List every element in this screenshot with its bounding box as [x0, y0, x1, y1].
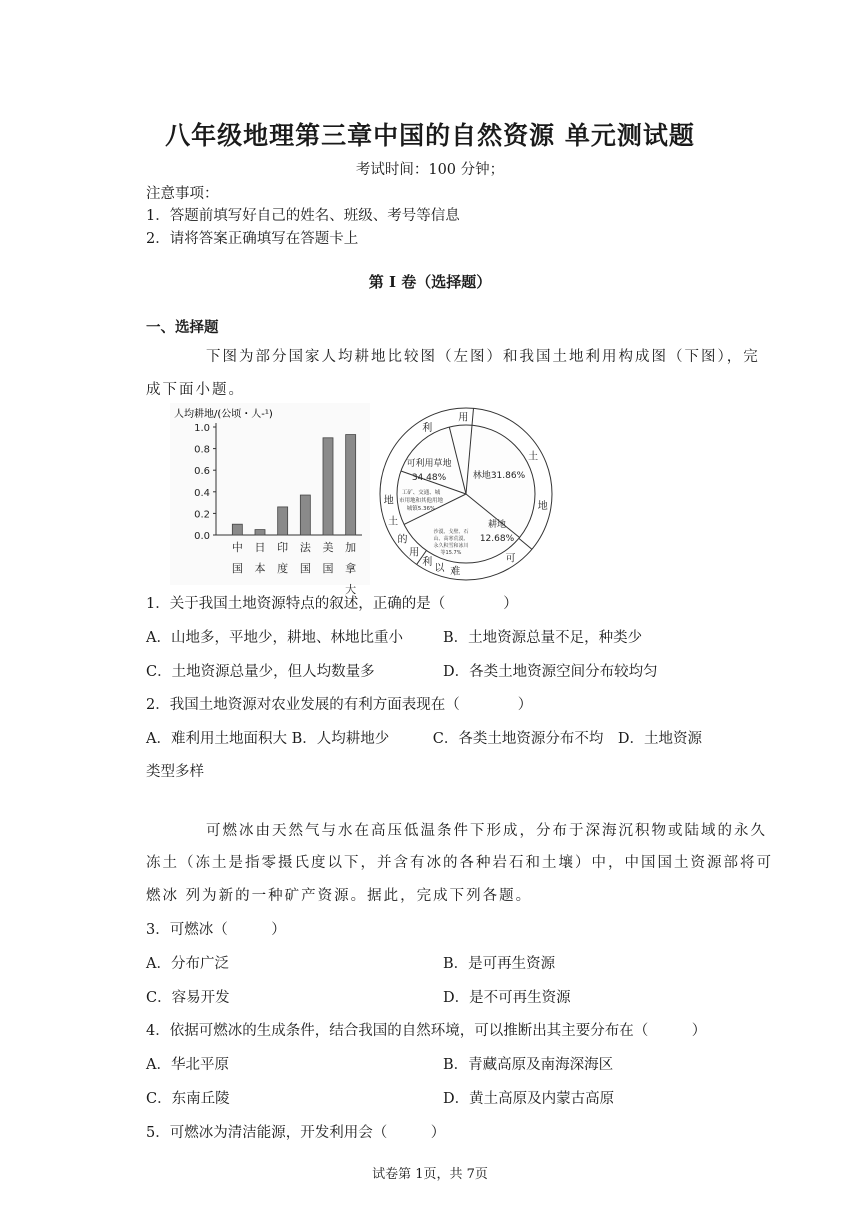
q3-option-a: A．分布广泛	[146, 956, 229, 972]
y-tick-label: 0.6	[194, 466, 210, 478]
ring-label-char: 利	[422, 422, 433, 434]
question-2-stem: 2．我国土地资源对农业发展的有利方面表现在（ ）	[146, 697, 533, 713]
pie-chart	[373, 403, 559, 585]
small-label-desert: 等15.7%	[440, 550, 462, 556]
bar-日本	[255, 530, 265, 535]
x-tick-label: 本	[254, 562, 266, 575]
notice-heading: 注意事项：	[146, 186, 219, 202]
ring-label-char: 用	[458, 412, 469, 424]
slice-value-farmland: 12.68%	[479, 534, 515, 544]
volume-title: 第 I 卷（选择题）	[368, 273, 492, 291]
question-5-stem: 5．可燃冰为清洁能源，开发利用会（ ）	[146, 1125, 446, 1141]
q4-option-c: C．东南丘陵	[146, 1091, 230, 1107]
x-tick-label: 日	[254, 541, 266, 554]
page-title: 八年级地理第三章中国的自然资源 单元测试题	[165, 121, 695, 150]
question-3-stem: 3．可燃冰（ ）	[146, 922, 286, 938]
q4-option-d: D．黄土高原及内蒙古高原	[443, 1091, 615, 1107]
intro2-line2: 冻土（冻土是指零摄氏度以下，并含有冰的各种岩石和土壤）中，中国国土资源部将可	[146, 855, 773, 871]
q1-option-c: C．土地资源总量少，但人均数量多	[146, 664, 375, 680]
x-tick-label: 拿	[345, 562, 357, 575]
ring-label-char: 地	[383, 495, 394, 507]
page-footer: 试卷第 1页，共 7页	[372, 1167, 488, 1182]
bar-中国	[232, 524, 242, 535]
q1-option-d: D．各类土地资源空间分布较均匀	[443, 664, 658, 680]
y-tick-label: 0.2	[194, 509, 210, 521]
q3-option-c: C．容易开发	[146, 990, 230, 1006]
ring-label-char: 难	[450, 566, 461, 578]
x-tick-label: 美	[322, 541, 334, 554]
bar-chart-ylabel: 人均耕地/(公顷・人-¹)	[174, 409, 273, 420]
ring-divider	[472, 408, 473, 425]
intro2-line3: 燃冰 列为新的一种矿产资源。据此，完成下列各题。	[146, 888, 533, 904]
slice-value-grassland: 34.48%	[411, 473, 447, 483]
exam-time: 考试时间：100 分钟；	[355, 162, 505, 178]
q3-option-b: B．是可再生资源	[443, 956, 556, 972]
ring-label-char: 以	[434, 562, 445, 574]
x-tick-label: 法	[299, 541, 311, 554]
y-tick-label: 1.0	[194, 423, 210, 434]
q2-options-line2: 类型多样	[146, 764, 204, 780]
small-label-desert: 山、高寒荒漠、	[433, 536, 469, 542]
ring-label-char: 利	[422, 557, 433, 569]
ring-label-char: 地	[537, 500, 548, 512]
notice-item-2: 2．请将答案正确填写在答题卡上	[146, 231, 359, 247]
x-tick-label: 大	[345, 583, 357, 596]
intro1-line2: 成下面小题。	[146, 382, 245, 398]
intro1-line1: 下图为部分国家人均耕地比较图（左图）和我国土地利用构成图（下图），完	[206, 349, 760, 365]
x-tick-label: 国	[231, 562, 243, 575]
bar-chart	[170, 403, 370, 596]
section-title: 一、选择题	[146, 319, 219, 336]
bar-美国	[323, 438, 333, 535]
notice-item-1: 1．答题前填写好自己的姓名、班级、考号等信息	[146, 208, 460, 224]
q1-option-a: A．山地多，平地少，耕地、林地比重小	[146, 630, 403, 646]
bar-印度	[278, 507, 288, 535]
intro2-line1: 可燃冰由天然气与水在高压低温条件下形成，分布于深海沉积物或陆域的永久	[206, 823, 767, 839]
q4-option-b: B．青藏高原及南海深海区	[443, 1057, 614, 1073]
q2-options-line1: A．难利用土地面积大 B．人均耕地少 C．各类土地资源分布不均 D．土地资源	[146, 731, 702, 747]
question-1-stem: 1．关于我国土地资源特点的叙述，正确的是（ ）	[146, 596, 518, 612]
x-tick-label: 印	[277, 541, 289, 554]
ring-label-char: 土	[388, 516, 399, 528]
ring-label-char: 土	[528, 451, 539, 463]
x-tick-label: 中	[231, 541, 243, 554]
q1-option-b: B．土地资源总量不足，种类少	[443, 630, 643, 646]
ring-label-char: 的	[397, 534, 408, 546]
bar-加拿大	[346, 435, 356, 535]
q3-option-d: D．是不可再生资源	[443, 990, 571, 1006]
x-tick-label: 度	[277, 562, 289, 575]
small-label-industrial: 市用地和其他用地	[398, 498, 444, 504]
y-tick-label: 0.4	[194, 487, 210, 499]
q4-option-a: A．华北平原	[146, 1057, 229, 1073]
y-tick-label: 0.8	[194, 444, 210, 456]
question-4-stem: 4．依据可燃冰的生成条件，结合我国的自然环境，可以推断出其主要分布在（ ）	[146, 1023, 707, 1039]
ring-label-char: 可	[505, 553, 516, 565]
x-tick-label: 加	[345, 541, 357, 554]
bar-法国	[300, 495, 310, 535]
x-tick-label: 国	[322, 562, 334, 575]
x-tick-label: 国	[299, 562, 311, 575]
small-label-desert: 永久积雪和冰川	[433, 543, 469, 549]
slice-label-farmland: 耕地	[487, 520, 507, 530]
small-label-industrial: 工矿、交通、城	[401, 490, 441, 496]
ring-divider	[519, 538, 532, 549]
ring-label-char: 用	[409, 547, 420, 559]
y-tick-label: 0.0	[194, 531, 210, 542]
slice-label-forest: 林地31.86%	[472, 471, 526, 481]
small-label-industrial: 城镇5.36%	[406, 506, 436, 512]
small-label-desert: 沙漠、戈壁、石	[433, 529, 469, 535]
slice-label-grassland: 可利用草地	[406, 459, 452, 469]
